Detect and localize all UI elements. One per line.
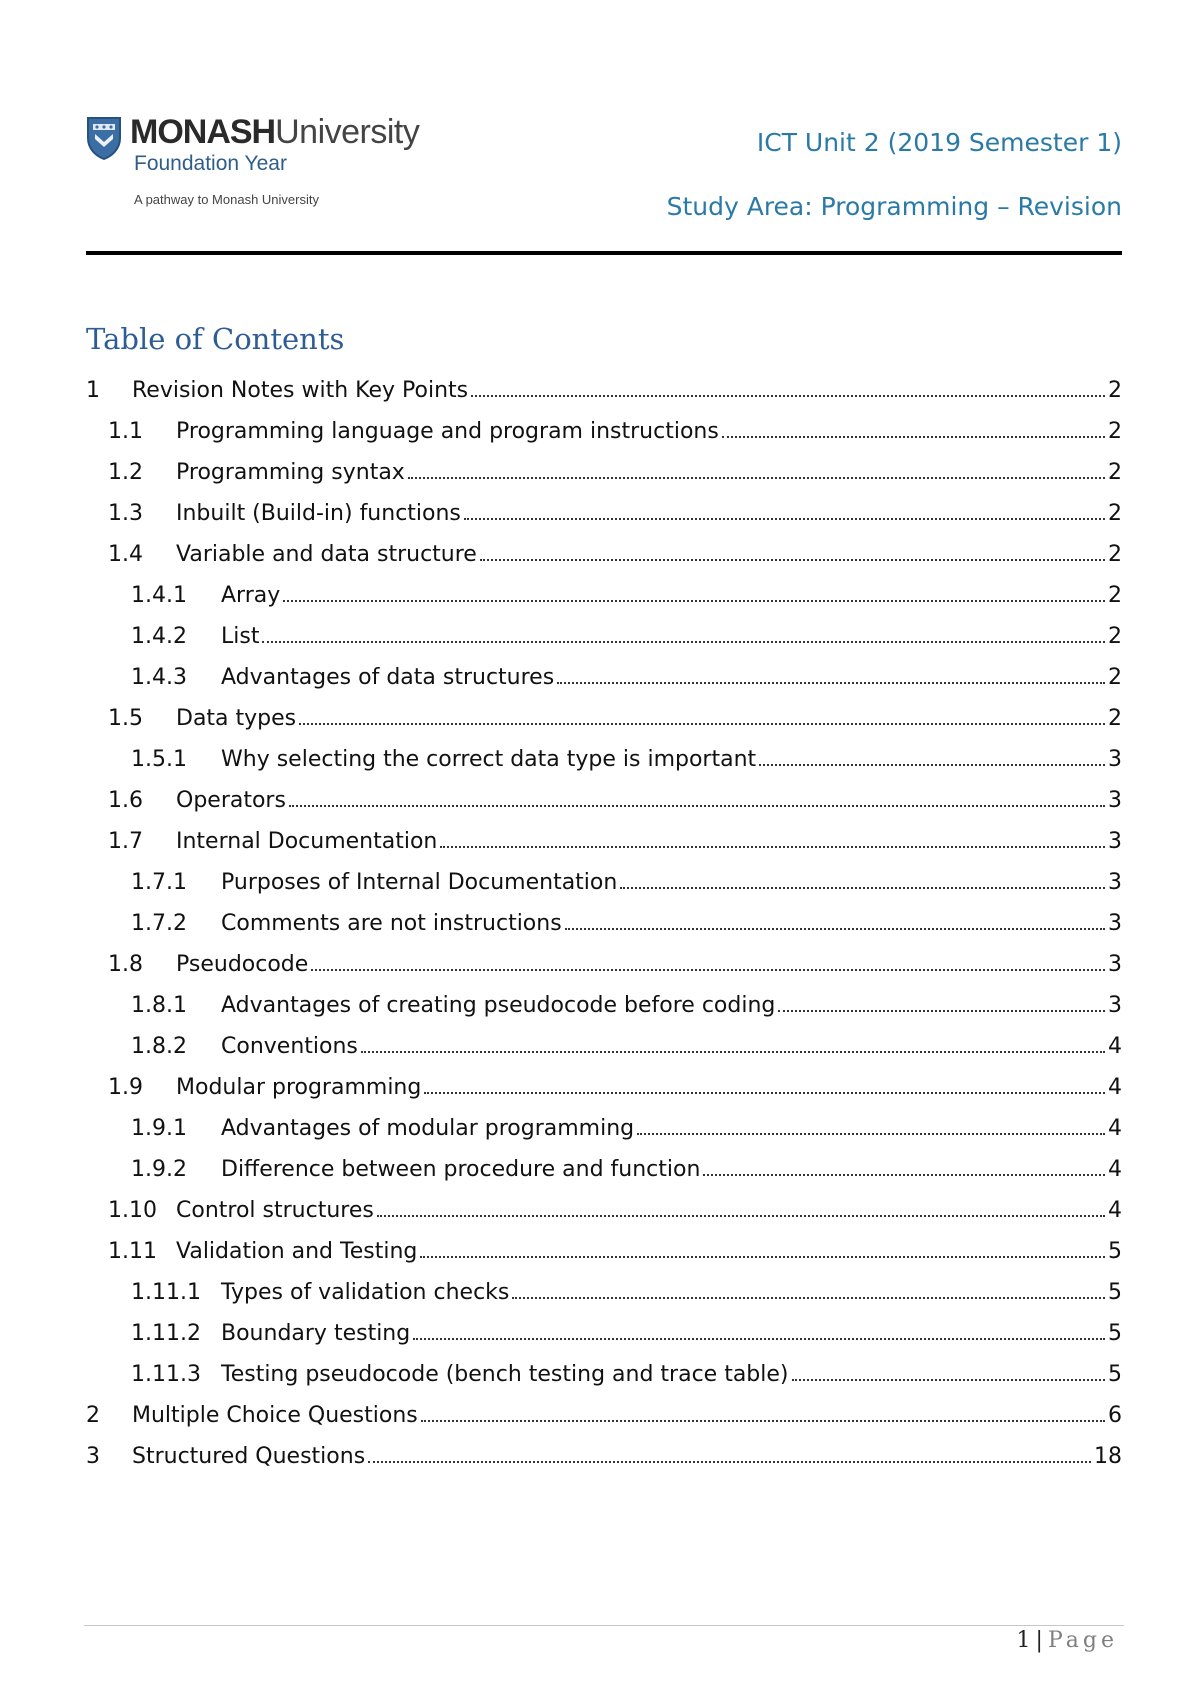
toc-entry[interactable] [86,1436,1122,1477]
toc-entry-number: 3 [86,1444,100,1469]
toc-entry-page: 3 [1108,747,1122,772]
logo-subtitle: Foundation Year [134,152,287,175]
footer-divider [84,1625,1124,1626]
toc-dot-leader [792,1379,1106,1381]
toc-entry-page: 4 [1108,1157,1122,1182]
toc-entry-title: Modular programming [176,1075,422,1100]
monash-logo [86,112,450,212]
toc-entry[interactable] [86,1149,1122,1190]
toc-entry-page: 4 [1108,1116,1122,1141]
toc-entry-title: Advantages of creating pseudocode before coding [221,993,776,1018]
toc-entry-page: 5 [1108,1239,1122,1264]
toc-entry[interactable] [86,493,1122,534]
toc-dot-leader [311,969,1105,971]
toc-dot-leader [420,1256,1105,1258]
toc-entry-number: 1.8.2 [131,1034,187,1059]
toc-entry-title: Programming language and program instructions [176,419,719,444]
toc-dot-leader [440,846,1105,848]
toc-dot-leader [413,1338,1105,1340]
toc-entry-page: 5 [1108,1321,1122,1346]
toc-entry[interactable] [86,1395,1122,1436]
toc-dot-leader [703,1174,1105,1176]
toc-entry-title: Multiple Choice Questions [132,1403,418,1428]
toc-entry-title: Control structures [176,1198,374,1223]
toc-entry[interactable] [86,1354,1122,1395]
toc-dot-leader [557,682,1105,684]
toc-entry[interactable] [86,452,1122,493]
toc-entry-number: 1.4.2 [131,624,187,649]
toc-dot-leader [620,887,1105,889]
toc-entry-number: 1.4.3 [131,665,187,690]
toc-entry-title: Comments are not instructions [221,911,562,936]
toc-dot-leader [424,1092,1105,1094]
toc-entry[interactable] [86,862,1122,903]
toc-entry-number: 1.2 [108,460,143,485]
toc-entry-title: Array [221,583,281,608]
toc-entry-page: 2 [1108,624,1122,649]
toc-entry-title: List [221,624,260,649]
toc-entry[interactable] [86,1067,1122,1108]
toc-entry-title: Inbuilt (Build-in) functions [176,501,461,526]
toc-entry-number: 1.11.3 [131,1362,201,1387]
toc-entry[interactable] [86,616,1122,657]
toc-entry-page: 3 [1108,788,1122,813]
monash-shield-icon [86,116,122,160]
toc-entry-title: Types of validation checks [221,1280,510,1305]
toc-entry-number: 1.1 [108,419,143,444]
toc-entry-number: 1.11 [108,1239,157,1264]
toc-entry-page: 18 [1094,1444,1122,1469]
toc-entry[interactable] [86,944,1122,985]
toc-entry-number: 1.9.1 [131,1116,187,1141]
page-number: 1 [1016,1628,1032,1653]
toc-entry-title: Purposes of Internal Documentation [221,870,618,895]
toc-dot-leader [512,1297,1105,1299]
toc-entry[interactable] [86,1272,1122,1313]
toc-dot-leader [283,600,1105,602]
toc-list [86,370,1122,1477]
toc-entry-title: Pseudocode [176,952,309,977]
toc-dot-leader [722,436,1105,438]
toc-dot-leader [759,764,1105,766]
toc-entry-page: 2 [1108,583,1122,608]
toc-entry[interactable] [86,739,1122,780]
header-divider [86,251,1122,255]
toc-entry-title: Conventions [221,1034,358,1059]
toc-dot-leader [471,395,1105,397]
toc-entry-page: 2 [1108,542,1122,567]
toc-entry[interactable] [86,1026,1122,1067]
toc-entry-number: 1.5.1 [131,747,187,772]
toc-dot-leader [361,1051,1105,1053]
page-word: Page [1047,1628,1118,1653]
toc-entry-number: 1.10 [108,1198,157,1223]
toc-entry-number: 1.11.2 [131,1321,201,1346]
header-unit: ICT Unit 2 (2019 Semester 1) [756,128,1122,157]
toc-entry-page: 4 [1108,1034,1122,1059]
toc-title: Table of Contents [86,322,345,356]
toc-entry-title: Internal Documentation [176,829,438,854]
toc-entry-number: 1.9.2 [131,1157,187,1182]
toc-entry-title: Boundary testing [221,1321,411,1346]
toc-entry-number: 1.11.1 [131,1280,201,1305]
toc-entry-title: Difference between procedure and function [221,1157,701,1182]
toc-entry[interactable] [86,411,1122,452]
toc-entry-number: 1.5 [108,706,143,731]
toc-entry-number: 1.6 [108,788,143,813]
page-footer [1017,1628,1118,1653]
toc-entry[interactable] [86,657,1122,698]
toc-entry-number: 1.3 [108,501,143,526]
toc-entry-number: 1.9 [108,1075,143,1100]
toc-entry-page: 3 [1108,870,1122,895]
toc-entry-number: 1.8.1 [131,993,187,1018]
toc-entry[interactable] [86,1231,1122,1272]
toc-entry-page: 4 [1108,1198,1122,1223]
toc-entry-title: Validation and Testing [176,1239,418,1264]
toc-entry[interactable] [86,985,1122,1026]
toc-dot-leader [289,805,1105,807]
toc-entry[interactable] [86,1108,1122,1149]
toc-entry-title: Data types [176,706,297,731]
toc-entry-number: 1.8 [108,952,143,977]
logo-wordmark: MONASHUniversity [130,113,420,151]
toc-entry-page: 5 [1108,1362,1122,1387]
toc-dot-leader [262,641,1105,643]
toc-entry-number: 1.4.1 [131,583,187,608]
toc-entry[interactable] [86,698,1122,739]
toc-entry[interactable] [86,1190,1122,1231]
toc-entry-number: 1.4 [108,542,143,567]
toc-entry[interactable] [86,903,1122,944]
toc-entry-page: 2 [1108,419,1122,444]
toc-entry-title: Revision Notes with Key Points [132,378,469,403]
toc-entry-number: 1.7.1 [131,870,187,895]
toc-entry-number: 1.7.2 [131,911,187,936]
toc-entry[interactable] [86,821,1122,862]
toc-entry-page: 3 [1108,829,1122,854]
toc-entry-page: 3 [1108,911,1122,936]
toc-dot-leader [464,518,1105,520]
toc-entry-title: Programming syntax [176,460,405,485]
toc-entry-page: 4 [1108,1075,1122,1100]
toc-entry[interactable] [86,575,1122,616]
toc-entry-title: Why selecting the correct data type is important [221,747,757,772]
toc-entry-title: Operators [176,788,286,813]
toc-entry-page: 2 [1108,706,1122,731]
toc-dot-leader [377,1215,1105,1217]
toc-entry-page: 2 [1108,378,1122,403]
toc-entry-number: 1.7 [108,829,143,854]
toc-entry[interactable] [86,534,1122,575]
toc-dot-leader [778,1010,1105,1012]
toc-entry-title: Advantages of modular programming [221,1116,635,1141]
toc-dot-leader [368,1461,1091,1463]
toc-entry-page: 6 [1108,1403,1122,1428]
toc-entry-page: 2 [1108,665,1122,690]
toc-dot-leader [421,1420,1105,1422]
logo-tagline: A pathway to Monash University [134,192,319,207]
toc-dot-leader [565,928,1105,930]
toc-entry-page: 2 [1108,501,1122,526]
toc-entry-title: Advantages of data structures [221,665,555,690]
toc-entry-title: Testing pseudocode (bench testing and trace table) [221,1362,789,1387]
footer-separator: | [1035,1628,1044,1653]
toc-entry[interactable] [86,780,1122,821]
toc-entry-page: 5 [1108,1280,1122,1305]
toc-entry-number: 2 [86,1403,100,1428]
toc-entry-page: 2 [1108,460,1122,485]
toc-dot-leader [480,559,1105,561]
toc-entry-number: 1 [86,378,100,403]
toc-dot-leader [299,723,1105,725]
toc-dot-leader [637,1133,1105,1135]
toc-entry-title: Variable and data structure [176,542,477,567]
toc-entry[interactable] [86,370,1122,411]
toc-dot-leader [408,477,1105,479]
header-study-area: Study Area: Programming – Revision [666,192,1122,221]
toc-entry-title: Structured Questions [132,1444,366,1469]
toc-entry[interactable] [86,1313,1122,1354]
toc-entry-page: 3 [1108,952,1122,977]
toc-entry-page: 3 [1108,993,1122,1018]
